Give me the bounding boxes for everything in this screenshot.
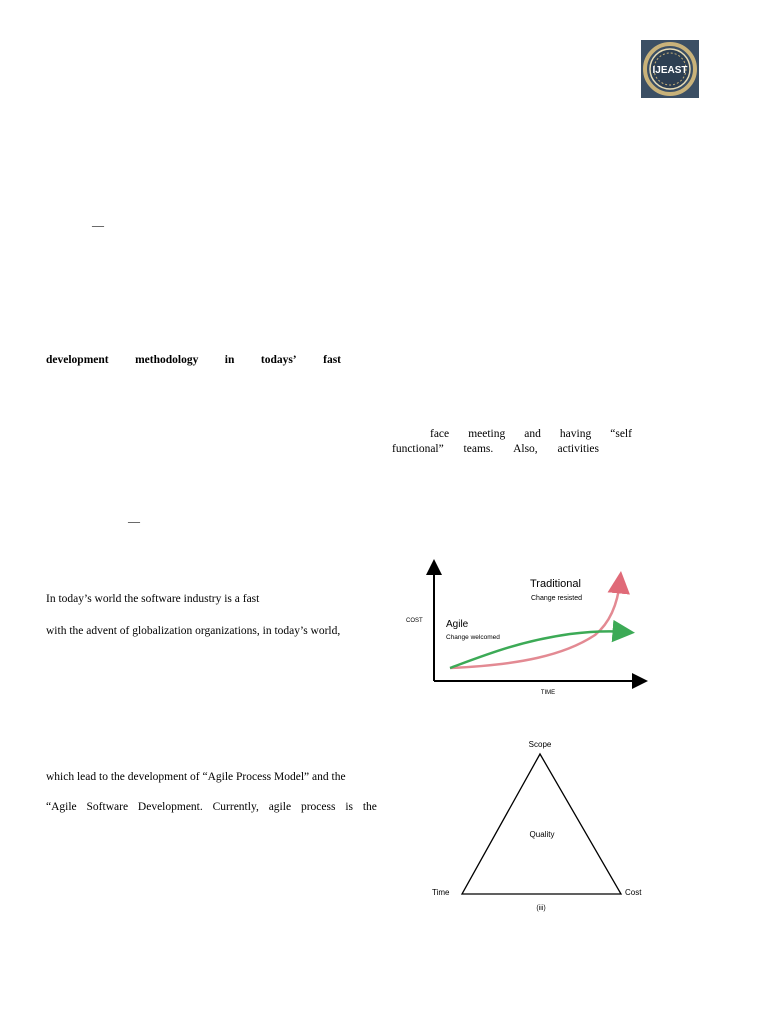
word: todays’ — [260, 354, 297, 366]
word: functional” — [392, 443, 444, 455]
word: having — [559, 428, 592, 440]
agile-model-line: which lead to the development of “Agile Process Model” and the — [46, 771, 346, 783]
word: fast — [323, 354, 341, 366]
cost-label: Cost — [625, 888, 642, 897]
section-dash: — — [128, 514, 140, 528]
word: teams. — [463, 443, 494, 455]
traditional-label: Traditional — [530, 578, 581, 590]
project-triangle-diagram — [425, 734, 655, 914]
intro-line: In today’s world the software industry is a fast — [46, 593, 260, 605]
word: Software — [86, 801, 129, 813]
word: meeting — [468, 428, 506, 440]
quality-label: Quality — [529, 830, 555, 839]
word: agile — [268, 801, 292, 813]
word: Currently, — [212, 801, 259, 813]
word: process — [300, 801, 336, 813]
word: and — [524, 428, 541, 440]
scope-label: Scope — [528, 740, 552, 749]
logo-text: IJEAST — [652, 65, 688, 76]
word: development — [46, 354, 109, 366]
agile-annotation: Change welcomed — [446, 634, 500, 641]
word: Also, — [513, 443, 538, 455]
word: is — [345, 801, 353, 813]
section-dash: — — [92, 218, 104, 232]
time-label: Time — [432, 888, 450, 897]
word: “self — [610, 428, 632, 440]
triangle-shape — [462, 754, 621, 894]
traditional-annotation: Change resisted — [531, 595, 582, 602]
word: “Agile — [46, 801, 77, 813]
x-axis-label: TIME — [540, 690, 556, 696]
journal-seal-icon — [641, 40, 699, 98]
word: in — [224, 354, 235, 366]
agile-currently-line — [46, 800, 377, 814]
word: activities — [557, 443, 599, 455]
right-col-line — [392, 442, 599, 456]
word: face — [430, 428, 450, 440]
abstract-bold-line — [46, 353, 341, 367]
figure-caption: (iii) — [536, 905, 546, 912]
word: Development. — [137, 801, 203, 813]
journal-logo — [641, 40, 699, 98]
y-axis-label: COST — [406, 618, 423, 624]
globalization-line: with the advent of globalization organizations, in today’s world, — [46, 625, 341, 637]
word: the — [362, 801, 377, 813]
word: methodology — [135, 354, 199, 366]
right-col-line — [430, 427, 632, 441]
cost-of-change-chart — [400, 555, 650, 700]
agile-label: Agile — [446, 619, 469, 630]
